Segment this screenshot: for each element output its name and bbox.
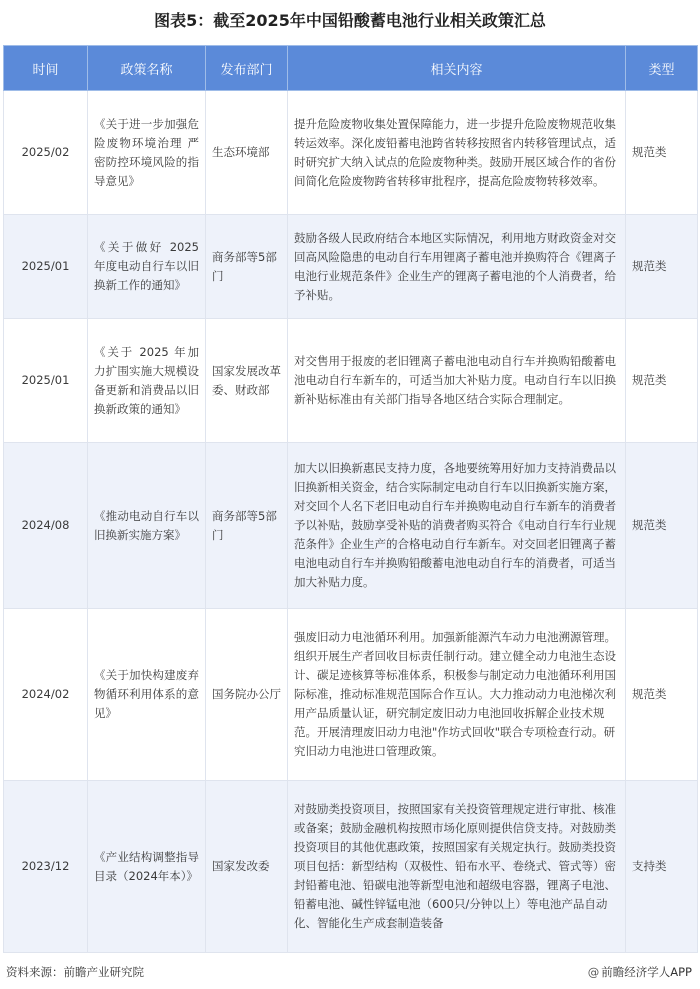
cell-type: 支持类 — [626, 781, 698, 953]
cell-dept: 商务部等5部门 — [206, 443, 288, 609]
cell-name: 《关于做好 2025 年度电动自行车以旧换新工作的通知》 — [88, 215, 206, 319]
policy-table — [3, 45, 698, 953]
header-content: 相关内容 — [288, 46, 626, 91]
cell-dept: 商务部等5部门 — [206, 215, 288, 319]
table-row — [4, 443, 698, 609]
cell-dept: 生态环境部 — [206, 91, 288, 215]
header-name: 政策名称 — [88, 46, 206, 91]
table-row — [4, 781, 698, 953]
cell-type: 规范类 — [626, 91, 698, 215]
table-row — [4, 319, 698, 443]
at-icon: @ — [587, 965, 600, 979]
cell-time: 2023/12 — [4, 781, 88, 953]
cell-type: 规范类 — [626, 609, 698, 781]
page-title: 图表5：截至2025年中国铅酸蓄电池行业相关政策汇总 — [154, 11, 546, 30]
table-row — [4, 215, 698, 319]
cell-content: 对交售用于报废的老旧锂离子蓄电池电动自行车并换购铅酸蓄电池电动自行车新车的，可适当加大补贴力度。电动自行车以旧换新补贴标准由有关部门指导各地区结合实际合理制定。 — [288, 319, 626, 443]
cell-time: 2025/01 — [4, 215, 88, 319]
cell-type: 规范类 — [626, 215, 698, 319]
header-dept: 发布部门 — [206, 46, 288, 91]
cell-dept: 国务院办公厅 — [206, 609, 288, 781]
cell-name: 《关于进一步加强危险废物环境治理 严密防控环境风险的指导意见》 — [88, 91, 206, 215]
cell-content: 对鼓励类投资项目，按照国家有关投资管理规定进行审批、核准或备案；鼓励金融机构按照市场化原则提供信贷支持。对鼓励类投资项目的其他优惠政策，按照国家有关规定执行。鼓励类投资项目包括：新型结构（双极性、铅布水平、卷绕式、管式等）密封铅蓄电池、铅碳电池等新型电池和超级电容器，锂离子电池、铅蓄电池、碱性锌锰电池（600只/分钟以上）等电池产品自动化、智能化生产成套制造装备 — [288, 781, 626, 953]
brand-credit — [588, 962, 692, 982]
cell-dept: 国家发改委 — [206, 781, 288, 953]
cell-time: 2024/02 — [4, 609, 88, 781]
cell-type: 规范类 — [626, 319, 698, 443]
cell-time: 2025/01 — [4, 319, 88, 443]
cell-type: 规范类 — [626, 443, 698, 609]
cell-content: 强废旧动力电池循环利用。加强新能源汽车动力电池溯源管理。组织开展生产者回收目标责任制行动。建立健全动力电池生态设计、碳足迹核算等标准体系，积极参与制定动力电池循环利用国际标准，推动标准规范国际合作互认。大力推动动力电池梯次利用产品质量认证，研究制定废旧动力电池回收拆解企业技术规范。开展清理废旧动力电池"作坊式回收"联合专项检查行动。研究旧动力电池进口管理政策。 — [288, 609, 626, 781]
header-type: 类型 — [626, 46, 698, 91]
cell-content: 提升危险废物收集处置保障能力，进一步提升危险废物规范收集转运效率。深化废铅蓄电池跨省转移按照省内转移管理试点，适时研究扩大纳入试点的危险废物种类。鼓励开展区域合作的省份间简化危险废物跨省转移审批程序，提高危险废物转移效率。 — [288, 91, 626, 215]
cell-dept: 国家发展改革委、财政部 — [206, 319, 288, 443]
cell-name: 《推动电动自行车以旧换新实施方案》 — [88, 443, 206, 609]
table-row — [4, 91, 698, 215]
cell-time: 2025/02 — [4, 91, 88, 215]
brand-name: 前瞻经济学人APP — [601, 965, 692, 979]
cell-name: 《关于加快构建废弃物循环利用体系的意见》 — [88, 609, 206, 781]
cell-name: 《关于 2025 年加力扩围实施大规模设备更新和消费品以旧换新政策的通知》 — [88, 319, 206, 443]
table-row — [4, 609, 698, 781]
header-time: 时间 — [4, 46, 88, 91]
cell-time: 2024/08 — [4, 443, 88, 609]
cell-content: 加大以旧换新惠民支持力度，各地要统筹用好加力支持消费品以旧换新相关资金，结合实际制定电动自行车以旧换新实施方案，对交回个人名下老旧电动自行车并换购电动自行车新车的消费者予以补贴，鼓励享受补贴的消费者购买符合《电动自行车行业规范条件》企业生产的合格电动自行车新车。对交回老旧锂离子蓄电池电动自行车并换购铅酸蓄电池电动自行车的消费者，可适当加大补贴力度。 — [288, 443, 626, 609]
cell-content: 鼓励各级人民政府结合本地区实际情况，利用地方财政资金对交回高风险隐患的电动自行车用锂离子蓄电池并换购符合《锂离子电池行业规范条件》企业生产的锂离子蓄电池的个人消费者，给予补贴。 — [288, 215, 626, 319]
source-note: 资料来源：前瞻产业研究院 — [6, 965, 144, 979]
cell-name: 《产业结构调整指导目录（2024年本）》 — [88, 781, 206, 953]
table-header-row — [4, 46, 698, 91]
